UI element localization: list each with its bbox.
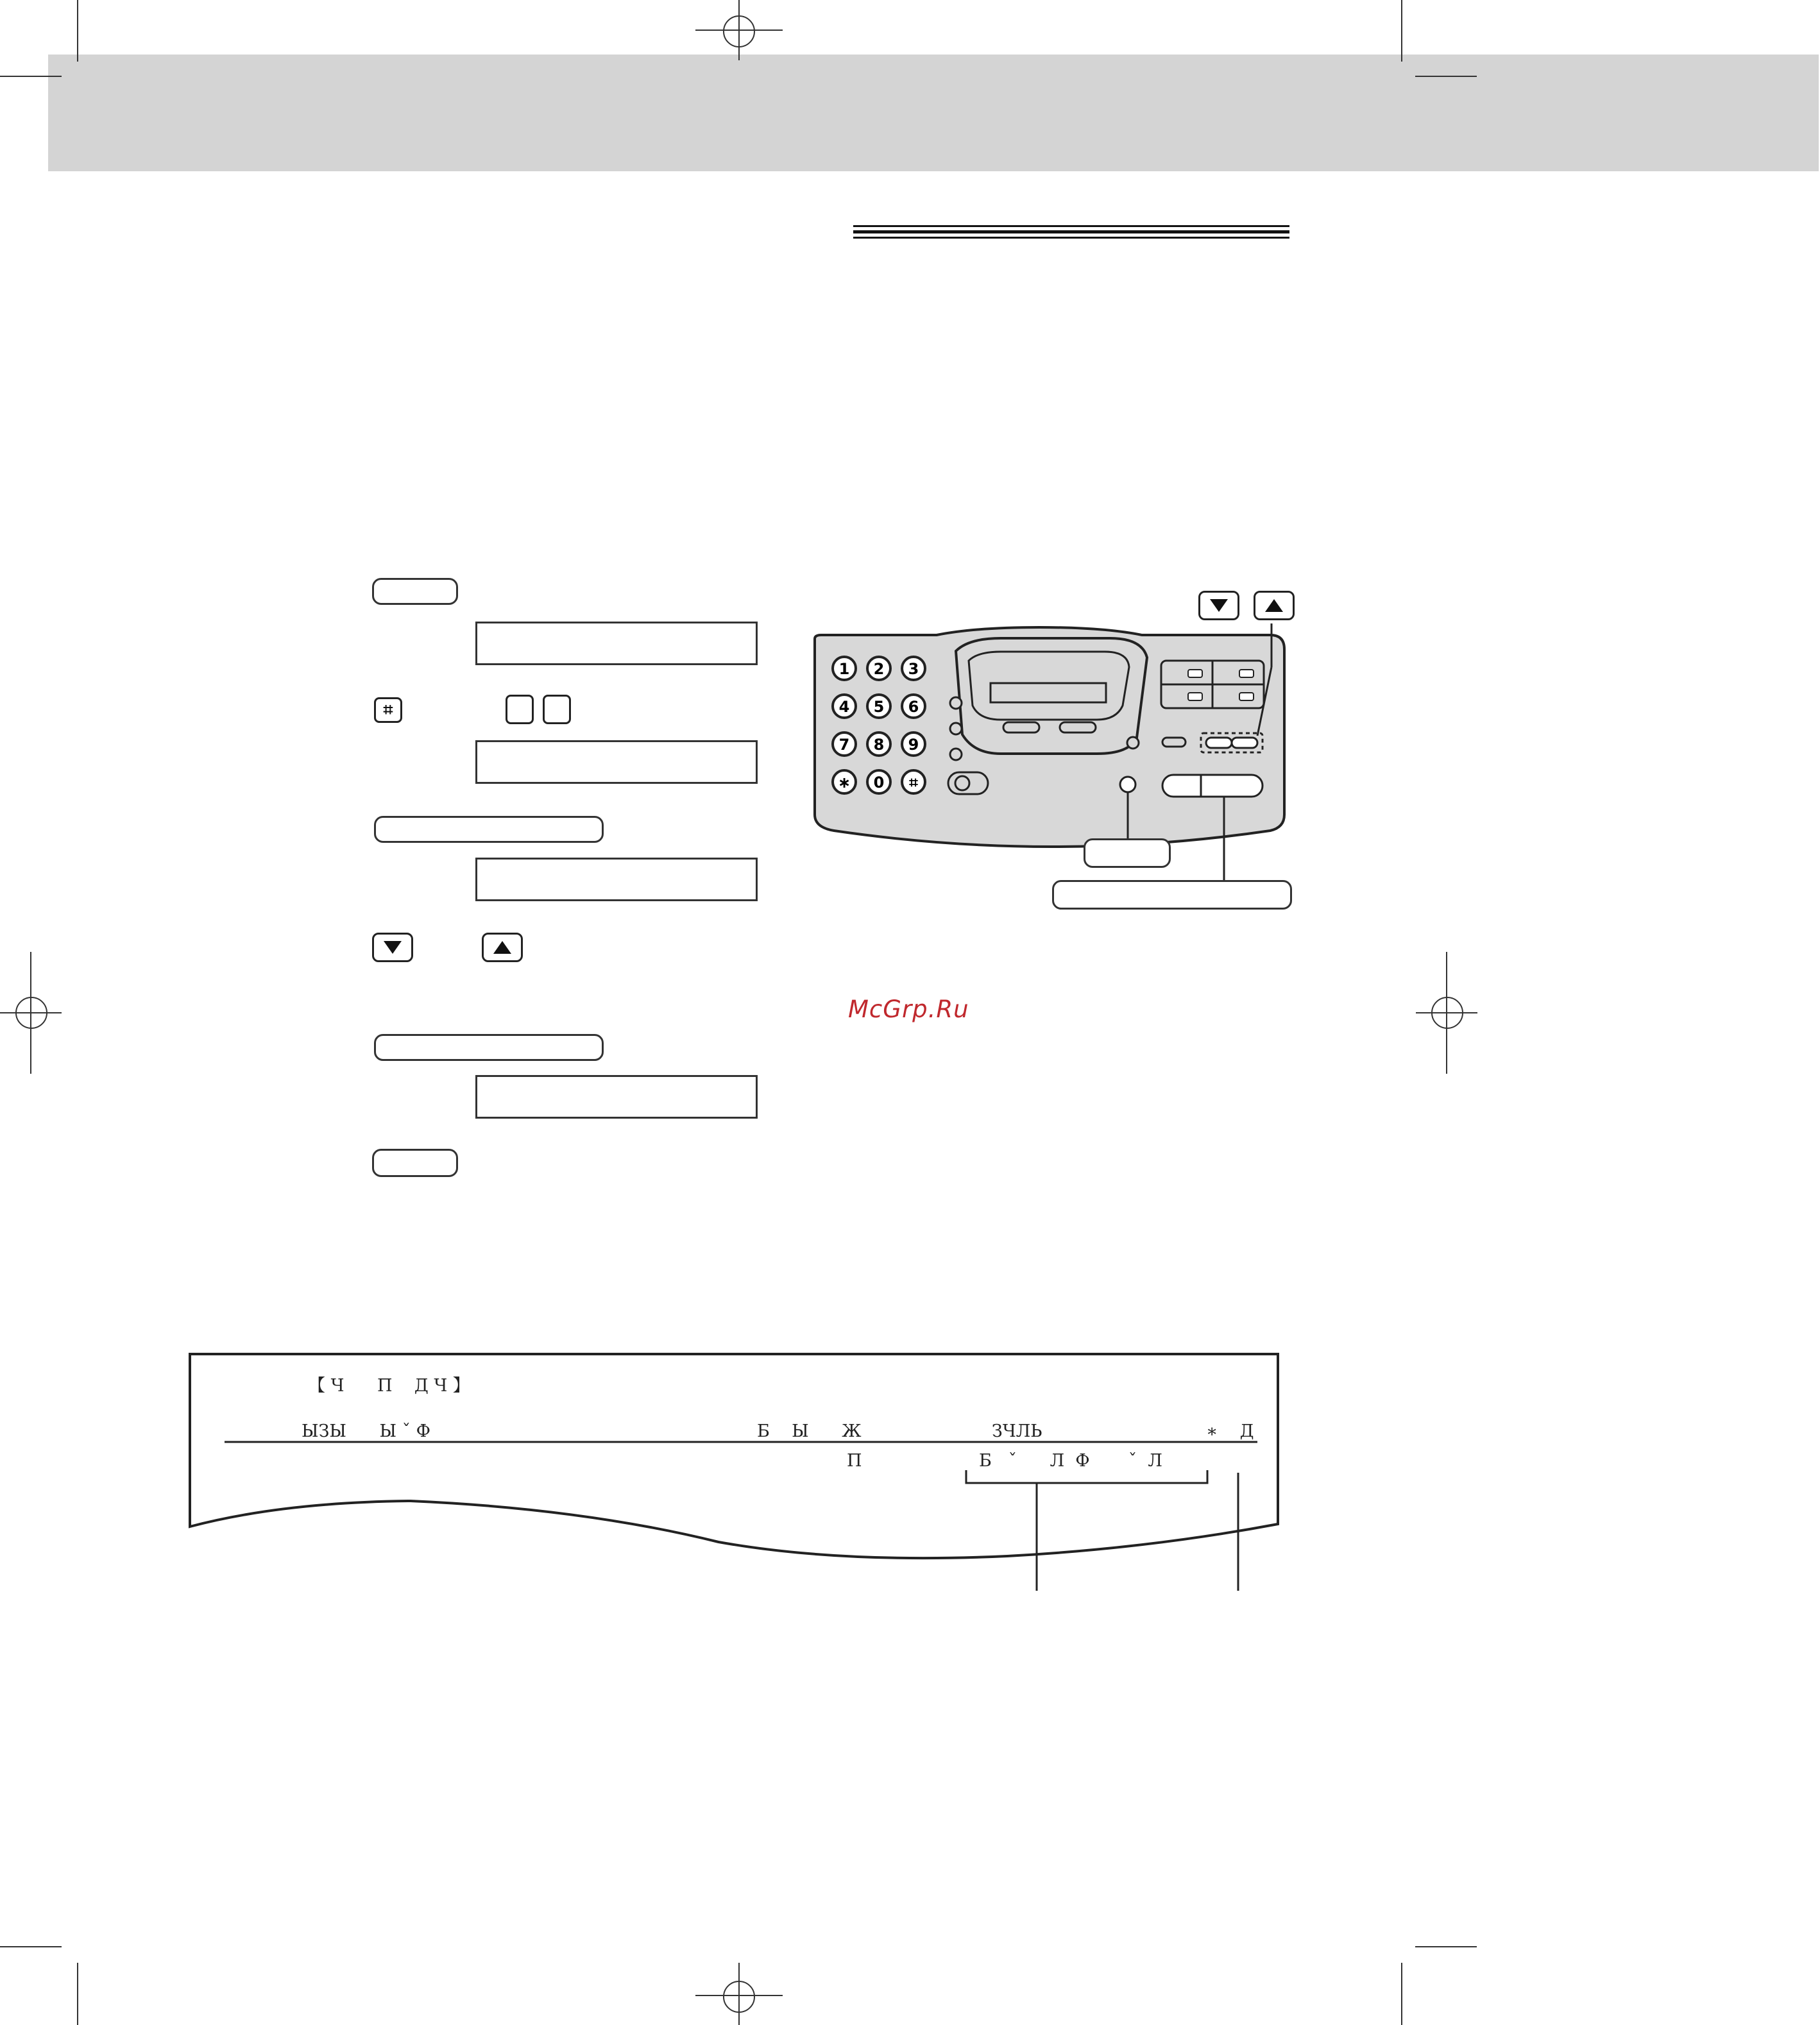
hash-icon: ⌗ bbox=[383, 700, 393, 720]
up-arrow-icon bbox=[493, 941, 511, 954]
stop-label-box bbox=[1084, 838, 1171, 868]
header-band bbox=[48, 55, 1819, 171]
crop-mark bbox=[738, 1963, 740, 2025]
digit-button[interactable] bbox=[506, 695, 534, 724]
svg-text:9: 9 bbox=[908, 736, 919, 754]
display-box bbox=[475, 740, 758, 784]
start-copy-label-box bbox=[1052, 880, 1292, 910]
report-column: ЗЧЛЬ bbox=[992, 1421, 1042, 1441]
svg-text:⌗: ⌗ bbox=[909, 774, 918, 792]
hash-button[interactable] bbox=[374, 697, 402, 723]
report-column: Б Ы Ж bbox=[757, 1421, 862, 1441]
display-box bbox=[475, 1075, 758, 1119]
title-rule bbox=[853, 225, 1289, 227]
report-column: ∗ Д bbox=[1206, 1421, 1254, 1441]
svg-text:6: 6 bbox=[908, 698, 919, 716]
crop-mark bbox=[1401, 1963, 1402, 2025]
report-cell: Б ˇ Л Ф ˇ Л bbox=[979, 1451, 1162, 1471]
svg-text:0: 0 bbox=[873, 774, 885, 792]
display-box bbox=[475, 858, 758, 901]
down-button[interactable] bbox=[372, 933, 413, 962]
set-button[interactable] bbox=[374, 816, 604, 843]
set-button[interactable] bbox=[374, 1034, 604, 1061]
title-rule bbox=[853, 230, 1289, 233]
svg-text:2: 2 bbox=[873, 660, 885, 678]
svg-text:4: 4 bbox=[838, 698, 850, 716]
crop-mark bbox=[0, 76, 62, 77]
up-arrow-icon bbox=[1265, 599, 1283, 612]
crop-mark bbox=[1415, 76, 1477, 77]
svg-text:5: 5 bbox=[873, 698, 885, 716]
display-box bbox=[475, 622, 758, 665]
svg-text:3: 3 bbox=[908, 660, 919, 678]
menu-button[interactable] bbox=[372, 1149, 458, 1177]
up-button[interactable] bbox=[482, 933, 523, 962]
menu-button[interactable] bbox=[372, 578, 458, 605]
down-arrow-icon bbox=[1210, 599, 1228, 612]
fax-machine-illustration bbox=[808, 616, 1296, 911]
digit-button[interactable] bbox=[543, 695, 571, 724]
svg-text:7: 7 bbox=[838, 736, 850, 754]
crop-mark bbox=[77, 0, 78, 62]
down-arrow-icon bbox=[384, 941, 402, 954]
svg-text:1: 1 bbox=[838, 660, 850, 678]
report-column: ЫЗЫ Ы ˇ Ф bbox=[302, 1421, 431, 1441]
crop-mark bbox=[695, 30, 783, 31]
crop-mark bbox=[1416, 1012, 1477, 1013]
crop-mark bbox=[0, 1946, 62, 1947]
title-rule bbox=[853, 237, 1289, 239]
crop-mark bbox=[77, 1963, 78, 2025]
svg-text:8: 8 bbox=[873, 736, 885, 754]
crop-mark bbox=[695, 1995, 783, 1996]
watermark: McGrp.Ru bbox=[848, 996, 969, 1023]
svg-text:∗: ∗ bbox=[837, 774, 851, 792]
crop-mark bbox=[1401, 0, 1402, 62]
crop-mark bbox=[1415, 1946, 1477, 1947]
report-header: 【 Ч П Д Ч 】 bbox=[308, 1376, 470, 1396]
report-cell: П bbox=[847, 1451, 862, 1471]
crop-mark bbox=[0, 1012, 62, 1013]
